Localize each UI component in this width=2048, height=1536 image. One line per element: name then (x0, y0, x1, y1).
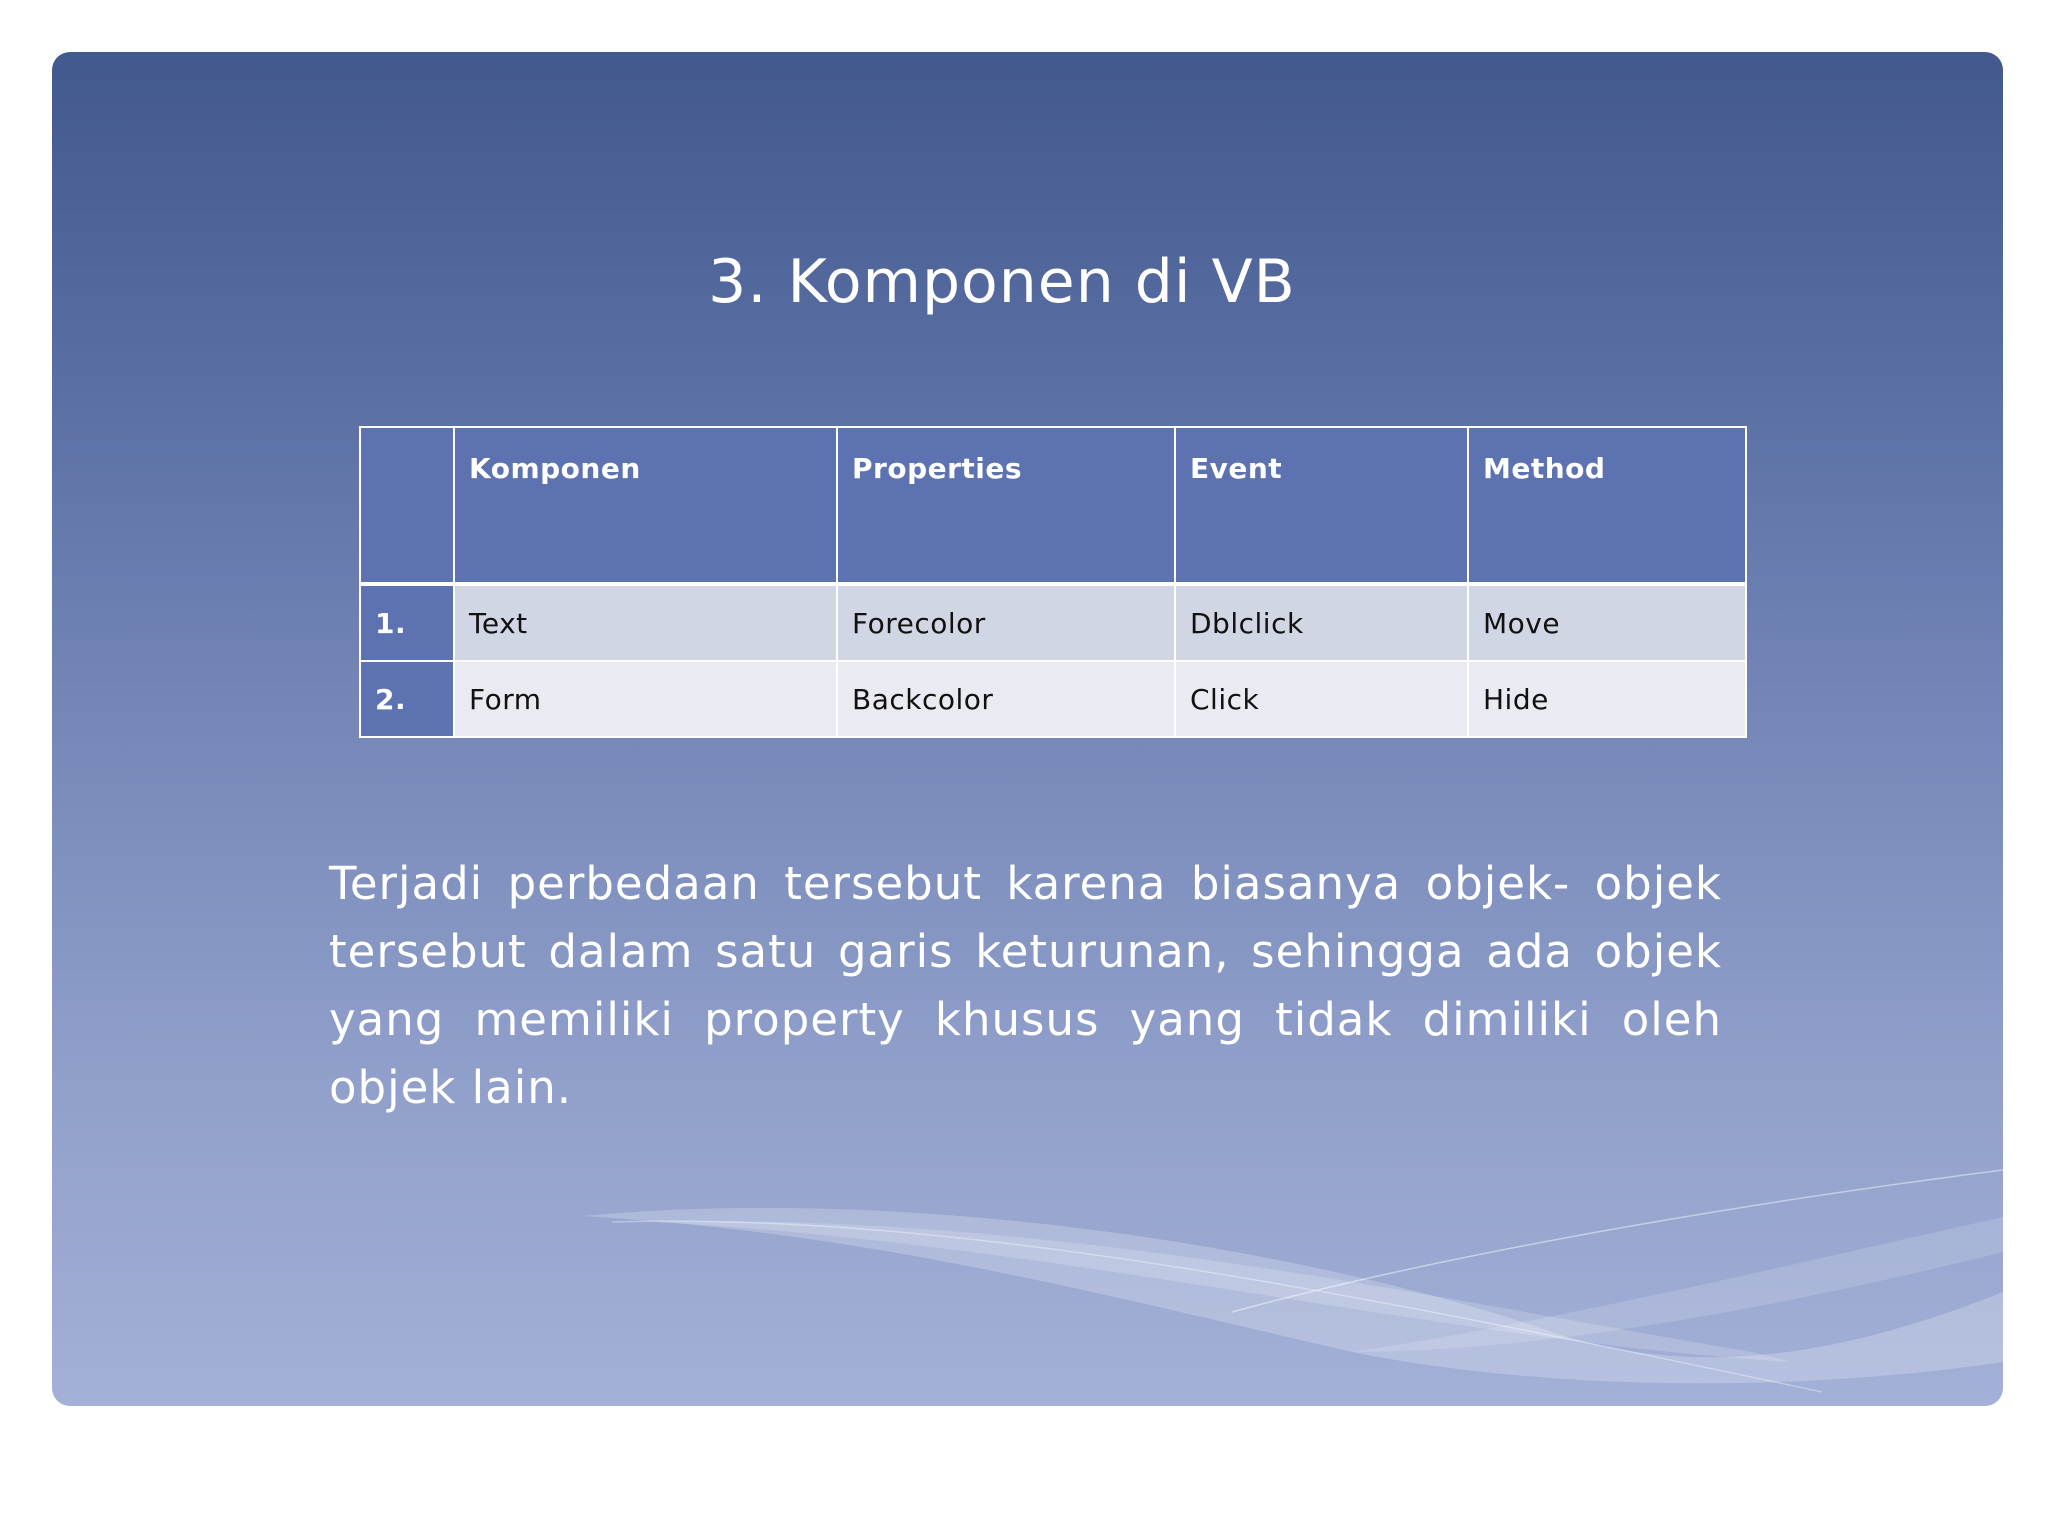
table-row (360, 661, 1746, 737)
cell-komponen: Form (454, 661, 837, 737)
table-header-row (360, 427, 1746, 584)
cell-komponen: Text (454, 584, 837, 661)
cell-method: Move (1468, 584, 1746, 661)
header-properties: Properties (837, 427, 1175, 584)
row-number: 2. (360, 661, 454, 737)
header-method: Method (1468, 427, 1746, 584)
components-table (359, 426, 1745, 737)
header-komponen: Komponen (454, 427, 837, 584)
cell-event: Dblclick (1175, 584, 1468, 661)
cell-method: Hide (1468, 661, 1746, 737)
body-paragraph: Terjadi perbedaan tersebut karena biasanya objek- objek tersebut dalam satu garis keturunan, sehingga ada objek yang memiliki property khusus yang tidak dimiliki oleh objek lain. (329, 857, 1722, 1114)
table-row (360, 584, 1746, 661)
slide (52, 52, 2003, 1406)
cell-event: Click (1175, 661, 1468, 737)
header-number (360, 427, 454, 584)
header-event: Event (1175, 427, 1468, 584)
slide-title: 3. Komponen di VB (708, 247, 1296, 317)
row-number: 1. (360, 584, 454, 661)
cell-properties: Backcolor (837, 661, 1175, 737)
cell-properties: Forecolor (837, 584, 1175, 661)
